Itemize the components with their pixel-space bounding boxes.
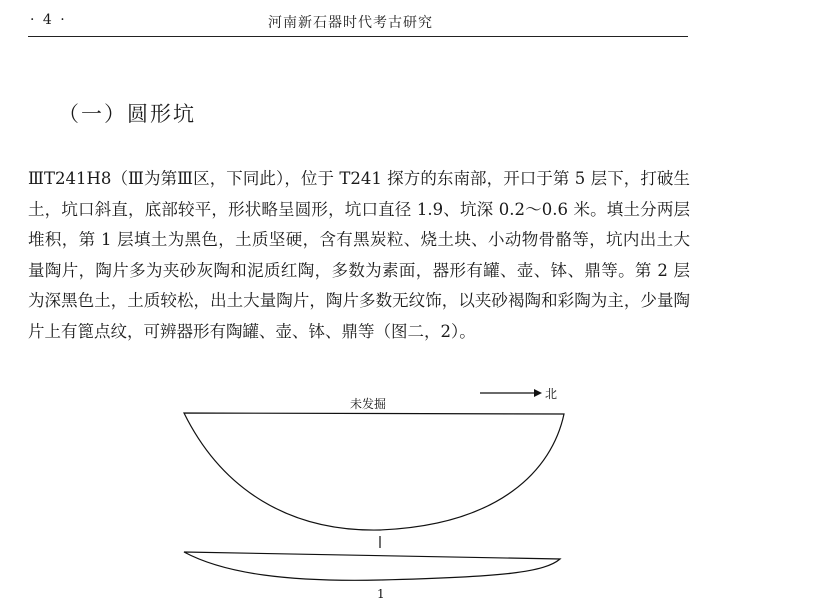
pit-profile-lower: [184, 552, 560, 580]
north-label: 北: [545, 387, 558, 401]
north-arrow-head-icon: [534, 389, 542, 397]
section-heading: （一）圆形坑: [58, 102, 196, 126]
body-paragraph: ⅢT241H8（Ⅲ为第Ⅲ区，下同此），位于 T241 探方的东南部，开口于第 5 层下，打破生土，坑口斜直，底部较平，形状略呈圆形，坑口直径 1.9、坑深 0.2～0.6 米。填土分两层堆积，第 1 层填土为黑色，土质坚硬，含有黑炭粒、烧土块、小动物骨骼等，坑内出土大量陶片，陶片多为夹砂灰陶和泥质红陶，多数为素面，器形有罐、壶、钵、鼎等。第 2 层为深黑色土，土质较松，出土大量陶片，陶片多数无纹饰，以夹砂褐陶和彩陶为主，少量陶片上有篦点纹，可辨器形有陶罐、壶、钵、鼎等（图二，2）。: [28, 169, 690, 341]
pit-profile-upper: [184, 413, 564, 530]
page-number: · 4 ·: [30, 12, 67, 28]
running-title: 河南新石器时代考古研究: [268, 15, 433, 31]
unexcavated-label: 未发掘: [350, 397, 387, 411]
header-rule: [28, 36, 688, 37]
layer-1-label: 1: [377, 587, 385, 601]
